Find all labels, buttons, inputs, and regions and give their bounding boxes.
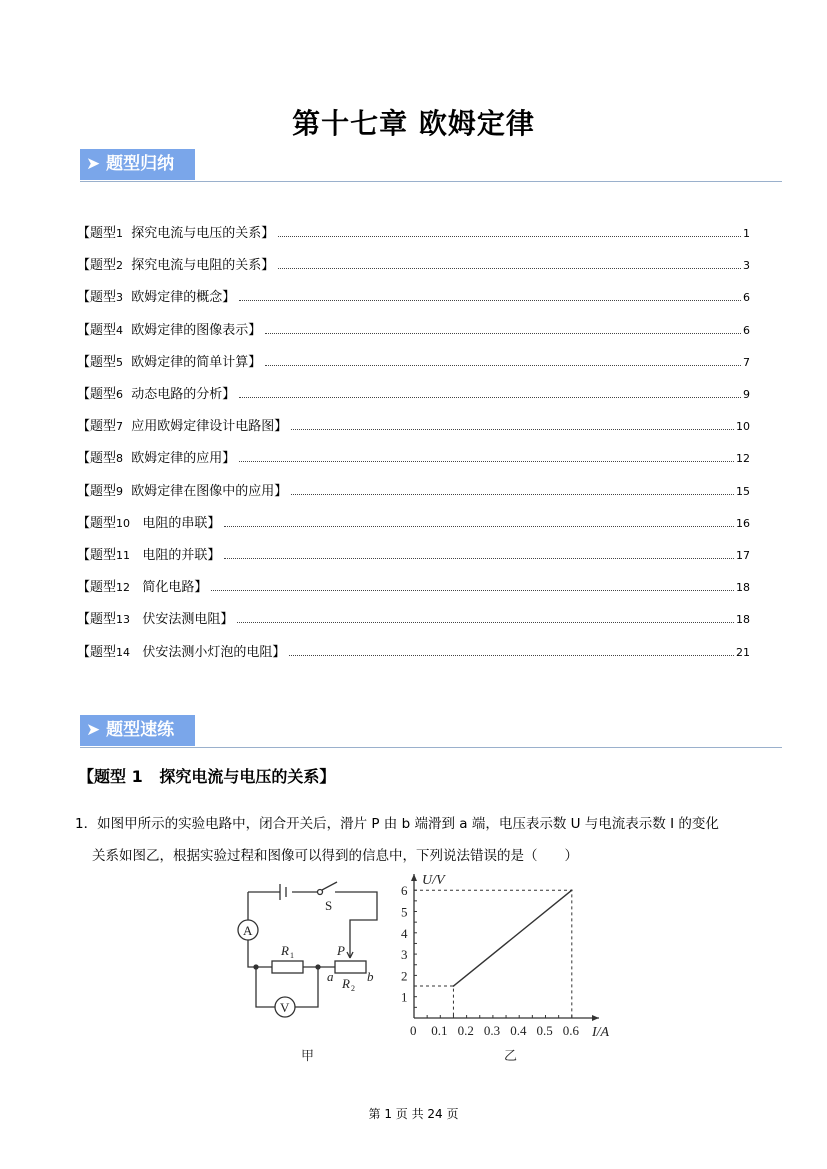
toc-number: 7 (116, 420, 124, 434)
voltmeter-label: V (280, 1000, 290, 1015)
page-footer: 第 1 页 共 24 页 (368, 1107, 459, 1121)
toc-page: 18 (736, 613, 750, 627)
guide-line (414, 986, 453, 1018)
switch-blade (322, 882, 337, 890)
ammeter-label: A (243, 923, 253, 938)
toc-prefix: 【题型 (77, 515, 117, 531)
toc-title: 探究电流与电阻的关系】 (131, 258, 275, 274)
question-text-line1: 1．如图甲所示的实验电路中，闭合开关后，滑片 P 由 b 端滑到 a 端，电压表示数 U 与电流表示数 I 的变化 (75, 816, 719, 832)
toc-title: 简化电路】 (142, 580, 208, 596)
rheostat-r2 (335, 961, 366, 973)
toc-number: 6 (116, 388, 124, 401)
series-line (453, 890, 571, 986)
toc-title: 伏安法测电阻】 (142, 612, 234, 628)
toc-title: 欧姆定律的简单计算】 (131, 354, 262, 370)
toc-number: 1 (116, 227, 124, 240)
r1-subscript: 1 (290, 951, 294, 960)
ui-chart (401, 873, 610, 1063)
x-tick-label: 0.3 (483, 1023, 501, 1038)
toc-page: 15 (736, 484, 750, 498)
circuit-caption: 甲 (301, 1048, 315, 1063)
end-b-label: b (367, 969, 374, 984)
section-tag: ➤ 题型速练 (80, 715, 195, 746)
toc-title: 欧姆定律的概念】 (131, 290, 236, 306)
toc-prefix: 【题型 (77, 548, 117, 563)
toc-title: 应用欧姆定律设计电路图】 (131, 419, 288, 435)
r2-subscript: 2 (351, 984, 355, 993)
y-tick-label: 4 (401, 925, 408, 941)
battery-icon (280, 884, 286, 900)
toc-prefix: 【题型 (77, 290, 117, 306)
toc-number: 4 (116, 323, 124, 337)
toc-page: 21 (736, 645, 750, 659)
toc-title: 电阻的并联】 (142, 548, 221, 563)
toc-prefix: 【题型 (77, 483, 117, 499)
toc-number: 5 (116, 355, 124, 369)
x-tick-label: 0.4 (510, 1023, 527, 1038)
y-tick-label: 6 (401, 883, 408, 899)
r1-label: R (281, 943, 289, 958)
toc-prefix: 【题型 (77, 258, 117, 274)
x-tick-label: 0.2 (457, 1023, 474, 1038)
toc-number: 12 (116, 581, 131, 595)
question-text-line2: 关系如图乙，根据实验过程和图像可以得到的信息中，下列说法错误的是（ ） (92, 848, 578, 864)
toc-title: 动态电路的分析】 (131, 387, 236, 402)
axis-arrows (411, 874, 599, 1021)
x-tick-label: 0.1 (431, 1023, 448, 1038)
toc-page: 18 (736, 581, 750, 595)
toc-title: 伏安法测小灯泡的电阻】 (142, 644, 286, 660)
toc-number: 8 (116, 452, 124, 466)
toc-prefix: 【题型 (77, 451, 117, 467)
x-tick-label: 0.6 (562, 1023, 580, 1038)
toc-number: 14 (116, 645, 131, 659)
page-title: 第十七章 欧姆定律 (292, 107, 535, 140)
y-tick-label: 3 (401, 947, 408, 963)
topic-heading: 【题型 1 探究电流与电压的关系】 (78, 767, 336, 786)
r2-label: R (342, 976, 350, 991)
toc-title: 欧姆定律的图像表示】 (131, 322, 262, 338)
toc-title: 电阻的串联】 (142, 515, 221, 531)
wire (248, 892, 377, 958)
toc-number: 2 (116, 259, 124, 273)
x-tick-label: 0 (410, 1023, 417, 1038)
toc-number: 9 (116, 484, 124, 498)
circuit-diagram (238, 882, 377, 1063)
switch-pivot (318, 890, 323, 895)
switch-label: S (325, 898, 333, 913)
toc-page: 12 (736, 452, 750, 466)
toc-title: 欧姆定律的应用】 (131, 451, 236, 467)
section-tag: ➤ 题型归纳 (80, 149, 195, 180)
toc-number: 10 (116, 516, 131, 530)
x-axis-label: I/A (592, 1025, 610, 1040)
toc-prefix: 【题型 (77, 419, 117, 435)
toc-prefix: 【题型 (77, 580, 117, 596)
toc-page: 6 (743, 323, 750, 337)
toc-prefix: 【题型 (77, 226, 117, 241)
y-tick-label: 5 (401, 904, 408, 920)
toc-prefix: 【题型 (77, 354, 117, 370)
toc-prefix: 【题型 (77, 387, 117, 402)
slider-label: P (337, 943, 345, 958)
chart-caption: 乙 (504, 1048, 518, 1063)
x-tick-label: 0.5 (536, 1023, 553, 1038)
toc-page: 16 (736, 516, 750, 530)
toc-page: 1 (743, 227, 750, 240)
toc-page: 7 (743, 355, 750, 369)
data-point (571, 889, 573, 891)
toc-prefix: 【题型 (77, 644, 117, 660)
toc-prefix: 【题型 (77, 322, 117, 338)
end-a-label: a (327, 969, 334, 984)
y-tick-label: 1 (401, 989, 408, 1005)
toc-title: 欧姆定律在图像中的应用】 (131, 483, 288, 499)
toc-number: 13 (116, 613, 131, 627)
toc-prefix: 【题型 (77, 612, 117, 628)
toc-page: 6 (743, 291, 750, 305)
toc-page: 10 (736, 420, 750, 434)
toc-page: 3 (743, 259, 750, 273)
toc-title: 探究电流与电压的关系】 (131, 226, 275, 241)
toc-page: 9 (743, 388, 750, 401)
toc-page: 17 (736, 549, 750, 562)
y-tick-label: 2 (401, 968, 408, 984)
y-axis-label: U/V (422, 873, 445, 888)
toc-number: 3 (116, 291, 124, 305)
toc-number: 11 (116, 549, 131, 562)
data-point (453, 985, 455, 987)
resistor-r1 (272, 961, 303, 973)
